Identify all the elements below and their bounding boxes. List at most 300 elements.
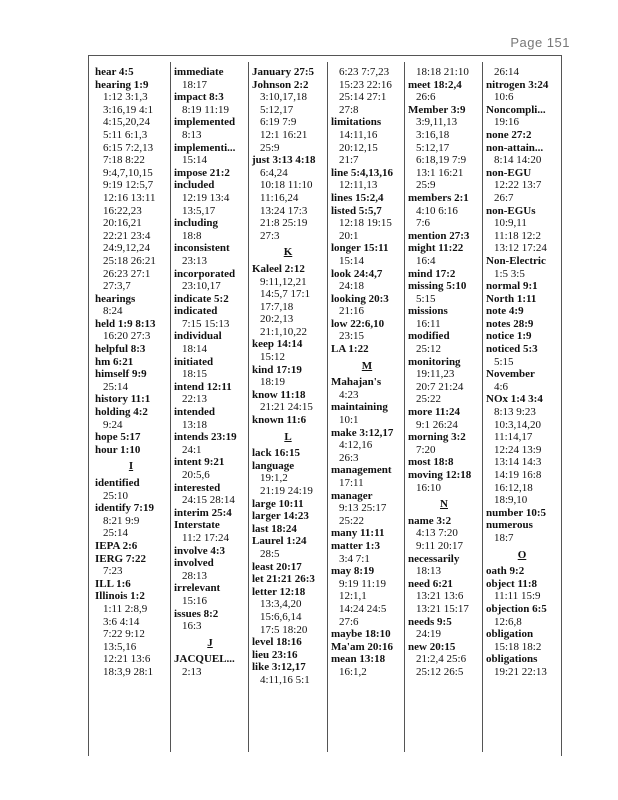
index-reference: 8:21 9:9	[103, 514, 140, 527]
index-entry: implemented	[174, 116, 236, 129]
index-entry: management	[331, 464, 392, 477]
column-divider	[404, 62, 405, 752]
index-reference: 25:14	[103, 380, 129, 393]
index-entry: Kaleel 2:12	[252, 262, 305, 275]
index-entry: hear 4:5	[95, 66, 134, 78]
index-reference: 2:13	[182, 665, 202, 678]
index-reference: 11:11 15:9	[494, 590, 541, 603]
index-reference: 9:24	[103, 418, 123, 431]
index-entry: lack 16:15	[252, 447, 300, 460]
index-reference: 12:6,8	[494, 615, 522, 628]
index-entry: language	[252, 459, 295, 472]
index-reference: 10:1	[339, 414, 359, 427]
index-reference: 7:6	[416, 217, 431, 230]
index-entry: need 6:21	[408, 577, 453, 590]
index-reference: 15:18 18:2	[494, 640, 542, 653]
index-entry: maybe 18:10	[331, 628, 391, 641]
index-entry: non-EGU	[486, 166, 532, 179]
index-reference: 20:16,21	[103, 217, 142, 230]
index-reference: 21:2,4 25:6	[416, 653, 467, 666]
index-reference: 1:11 2:8,9	[103, 602, 148, 615]
index-reference: 9:1 26:24	[416, 418, 458, 431]
index-entry: Illinois 1:2	[95, 590, 145, 603]
index-letter-heading: I	[128, 460, 134, 473]
index-reference: 27:3	[260, 229, 280, 242]
index-reference: 3:6 4:14	[103, 615, 140, 628]
index-reference: 12:22 13:7	[494, 179, 542, 192]
index-reference: 13:21 15:17	[416, 602, 469, 615]
column-divider	[327, 62, 328, 752]
index-entry: non-attain...	[486, 141, 544, 154]
index-reference: 24:1	[182, 443, 202, 456]
index-entry: individual	[174, 330, 222, 343]
index-entry: intend 12:11	[174, 380, 232, 393]
index-reference: 1:12 3:1,3	[103, 91, 148, 104]
index-entry: immediate	[174, 66, 224, 78]
index-entry: notes 28:9	[486, 317, 534, 330]
index-entry: just 3:13 4:18	[252, 154, 316, 167]
index-entry: low 22:6,10	[331, 317, 385, 330]
index-reference: 16:11	[416, 317, 441, 330]
index-entry: needs 9:5	[408, 615, 452, 628]
index-reference: 16:1,2	[339, 665, 367, 678]
index-reference: 18:8	[182, 229, 202, 242]
index-reference: 5:12,17	[416, 141, 450, 154]
index-reference: 5:15	[416, 292, 436, 305]
index-reference: 25:12	[416, 343, 442, 356]
index-entry: indicated	[174, 305, 218, 318]
index-reference: 24:18	[339, 280, 365, 293]
index-entry: line 5:4,13,16	[331, 166, 394, 179]
index-reference: 7:18 8:22	[103, 154, 145, 167]
index-reference: 16:20 27:3	[103, 330, 151, 343]
index-entry: including	[174, 217, 219, 230]
index-reference: 15:6,6,14	[260, 610, 302, 623]
index-entry: larger 14:23	[252, 510, 309, 523]
index-entry: incorporated	[174, 267, 236, 280]
index-entry: mean 13:18	[331, 653, 386, 666]
index-reference: 18:7	[494, 531, 514, 544]
index-entry: most 18:8	[408, 456, 454, 469]
index-entry: IEPA 2:6	[95, 539, 138, 552]
index-reference: 19:11,23	[416, 368, 455, 381]
index-reference: 26:3	[339, 451, 359, 464]
index-entry: identified	[95, 477, 140, 489]
index-reference: 18:9,10	[494, 494, 528, 507]
index-reference: 13:5,16	[103, 640, 137, 653]
index-reference: 9:4,7,10,15	[103, 166, 153, 179]
index-entry: impose 21:2	[174, 166, 230, 179]
index-entry: mention 27:3	[408, 229, 470, 242]
index-reference: 13:18	[182, 418, 208, 431]
index-entry: hearing 1:9	[95, 78, 149, 91]
index-reference: 4:13 7:20	[416, 527, 458, 540]
index-reference: 16:4	[416, 254, 436, 267]
index-reference: 24:9,12,24	[103, 242, 151, 255]
index-entry: nitrogen 3:24	[486, 78, 549, 91]
index-reference: 16:3	[182, 620, 202, 633]
index-reference: 17:7,18	[260, 300, 294, 313]
index-reference: 18:3,9 28:1	[103, 665, 154, 678]
column-divider	[248, 62, 249, 752]
index-reference: 21:8 25:19	[260, 217, 308, 230]
index-entry: indicate 5:2	[174, 292, 229, 305]
index-entry: necessarily	[408, 552, 460, 565]
index-entry: IERG 7:22	[95, 552, 147, 565]
index-reference: 21:1,10,22	[260, 325, 308, 338]
index-reference: 9:11,12,21	[260, 275, 307, 288]
index-entry: mind 17:2	[408, 267, 456, 280]
index-reference: 4:6	[494, 380, 509, 393]
index-reference: 24:15 28:14	[182, 494, 235, 507]
index-reference: 16:22,23	[103, 204, 142, 217]
index-entry: Non-Electric	[486, 254, 546, 267]
index-entry: look 24:4,7	[331, 267, 383, 280]
index-reference: 13:3,4,20	[260, 598, 302, 611]
index-reference: 22:13	[182, 393, 208, 406]
index-reference: 10:18 11:10	[260, 179, 313, 192]
index-reference: 21:21 24:15	[260, 401, 313, 414]
index-reference: 25:9	[416, 179, 436, 192]
index-entry: Mahajan's	[331, 376, 382, 389]
column-divider	[482, 62, 483, 752]
index-entry: initiated	[174, 355, 214, 368]
index-reference: 7:23	[103, 565, 123, 578]
index-reference: 12:1,1	[339, 590, 367, 603]
index-reference: 25:10	[103, 489, 129, 502]
index-entry: missing 5:10	[408, 280, 467, 293]
index-letter-heading: L	[284, 430, 292, 443]
index-reference: 28:13	[182, 569, 208, 582]
index-entry: ILL 1:6	[95, 577, 131, 590]
index-reference: 18:15	[182, 368, 208, 381]
index-entry: lines 15:2,4	[331, 191, 384, 204]
index-entry: last 18:24	[252, 522, 297, 535]
index-reference: 8:24	[103, 305, 123, 318]
index-reference: 3:4 7:1	[339, 552, 370, 565]
index-reference: 4:11,16 5:1	[260, 673, 310, 686]
index-entry: hope 5:17	[95, 431, 141, 444]
index-entry: history 11:1	[95, 393, 151, 406]
index-reference: 18:14	[182, 343, 208, 356]
index-reference: 6:23 7:7,23	[339, 66, 390, 78]
index-reference: 15:23 22:16	[339, 78, 392, 91]
index-entry: limitations	[331, 116, 382, 129]
index-reference: 12:21 13:6	[103, 653, 151, 666]
index-entry: impact 8:3	[174, 91, 224, 104]
index-letter-heading: K	[283, 246, 293, 259]
index-reference: 7:22 9:12	[103, 628, 145, 641]
index-reference: 21:7	[339, 154, 359, 167]
index-reference: 11:2 17:24	[182, 531, 229, 544]
index-entry: inconsistent	[174, 242, 230, 255]
index-entry: moving 12:18	[408, 469, 472, 481]
index-entry: normal 9:1	[486, 280, 538, 293]
index-entry: might 11:22	[408, 242, 464, 255]
index-reference: 14:5,7 17:1	[260, 288, 311, 301]
index-reference: 13:21 13:6	[416, 590, 464, 603]
index-entry: Interstate	[174, 519, 220, 532]
index-reference: 3:10,17,18	[260, 91, 308, 104]
index-entry: helpful 8:3	[95, 343, 146, 356]
index-reference: 12:16 13:11	[103, 191, 156, 204]
index-reference: 12:18 19:15	[339, 217, 392, 230]
index-entry: know 11:18	[252, 388, 306, 401]
index-reference: 3:9,11,13	[416, 116, 458, 129]
index-reference: 12:1 16:21	[260, 128, 308, 141]
index-entry: let 21:21 26:3	[252, 573, 315, 586]
index-entry: held 1:9 8:13	[95, 317, 156, 330]
index-reference: 4:23	[339, 388, 359, 401]
index-entry: himself 9:9	[95, 368, 147, 381]
index-reference: 9:19 12:5,7	[103, 179, 154, 192]
index-entry: least 20:17	[252, 560, 302, 573]
index-reference: 17:5 18:20	[260, 623, 308, 636]
index-entry: hm 6:21	[95, 355, 134, 368]
index-reference: 20:5,6	[182, 469, 210, 481]
index-entry: NOx 1:4 3:4	[486, 393, 543, 406]
index-reference: 26:6	[416, 91, 436, 104]
index-reference: 17:11	[339, 477, 364, 489]
index-entry: listed 5:5,7	[331, 204, 382, 217]
index-reference: 11:14,17	[494, 431, 533, 444]
index-entry: note 4:9	[486, 305, 524, 318]
index-reference: 11:16,24	[260, 191, 299, 204]
index-entry: intends 23:19	[174, 431, 237, 444]
index-reference: 19:21 22:13	[494, 665, 547, 678]
index-entry: more 11:24	[408, 406, 461, 419]
index-entry: may 8:19	[331, 565, 375, 578]
index-reference: 18:13	[416, 565, 442, 578]
index-entry: numerous	[486, 519, 533, 532]
index-reference: 25:18 26:21	[103, 254, 156, 267]
index-reference: 13:5,17	[182, 204, 216, 217]
index-reference: 10:6	[494, 91, 514, 104]
index-reference: 24:19	[416, 628, 442, 641]
index-reference: 15:16	[182, 594, 208, 607]
index-reference: 23:10,17	[182, 280, 221, 293]
index-reference: 25:14	[103, 527, 129, 540]
index-entry: oath 9:2	[486, 565, 525, 578]
index-entry: manager	[331, 489, 373, 502]
index-entry: Johnson 2:2	[252, 78, 309, 91]
index-entry: obligations	[486, 653, 538, 666]
index-reference: 25:9	[260, 141, 280, 154]
index-reference: 20:12,15	[339, 141, 378, 154]
index-entry: morning 3:2	[408, 431, 466, 444]
index-reference: 5:12,17	[260, 103, 294, 116]
index-reference: 7:15 15:13	[182, 317, 230, 330]
index-entry: identify 7:19	[95, 502, 154, 515]
index-reference: 14:19 16:8	[494, 469, 542, 481]
index-column-1	[95, 66, 167, 679]
index-reference: 26:23 27:1	[103, 267, 151, 280]
index-reference: 14:11,16	[339, 128, 378, 141]
index-reference: 10:9,11	[494, 217, 527, 230]
index-entry: name 3:2	[408, 514, 452, 527]
index-reference: 5:11 6:1,3	[103, 128, 148, 141]
page-number: Page 151	[510, 35, 570, 50]
index-entry: known 11:6	[252, 414, 307, 427]
index-reference: 26:7	[494, 191, 514, 204]
index-entry: members 2:1	[408, 191, 469, 204]
index-entry: monitoring	[408, 355, 461, 368]
index-entry: Laurel 1:24	[252, 535, 307, 548]
index-reference: 22:21 23:4	[103, 229, 151, 242]
index-reference: 19:16	[494, 116, 520, 129]
index-reference: 9:13 25:17	[339, 502, 387, 515]
index-reference: 9:19 11:19	[339, 577, 386, 590]
index-entry: November	[486, 368, 535, 381]
index-reference: 18:19	[260, 376, 286, 389]
index-reference: 13:24 17:3	[260, 204, 308, 217]
index-reference: 16:10	[416, 481, 442, 494]
index-reference: 4:15,20,24	[103, 116, 151, 129]
index-entry: letter 12:18	[252, 585, 306, 598]
index-column-6	[486, 66, 558, 679]
index-reference: 9:11 20:17	[416, 539, 463, 552]
index-reference: 21:19 24:19	[260, 485, 313, 497]
index-reference: 20:7 21:24	[416, 380, 464, 393]
index-reference: 6:18,19 7:9	[416, 154, 467, 167]
index-entry: like 3:12,17	[252, 661, 306, 674]
index-reference: 25:22	[416, 393, 442, 406]
index-entry: modified	[408, 330, 450, 343]
index-reference: 16:12,18	[494, 481, 533, 494]
index-entry: included	[174, 179, 215, 192]
index-reference: 6:4,24	[260, 166, 288, 179]
index-reference: 4:10 6:16	[416, 204, 458, 217]
index-column-3	[252, 66, 324, 687]
index-reference: 13:1 16:21	[416, 166, 464, 179]
index-letter-heading: M	[361, 359, 373, 372]
index-reference: 18:17	[182, 78, 208, 91]
index-reference: 25:12 26:5	[416, 665, 464, 678]
index-entry: hearings	[95, 292, 136, 305]
index-entry: implementi...	[174, 141, 236, 154]
column-divider	[170, 62, 171, 752]
index-reference: 25:22	[339, 514, 365, 527]
index-entry: irrelevant	[174, 582, 221, 595]
index-reference: 25:14 27:1	[339, 91, 387, 104]
index-entry: Ma'am 20:16	[331, 640, 394, 653]
index-entry: involve 4:3	[174, 544, 226, 557]
index-entry: many 11:11	[331, 527, 385, 540]
index-reference: 15:14	[339, 254, 365, 267]
index-entry: intended	[174, 406, 215, 419]
index-letter-heading: J	[207, 636, 213, 649]
index-reference: 27:6	[339, 615, 359, 628]
index-reference: 27:8	[339, 103, 359, 116]
index-entry: holding 4:2	[95, 406, 148, 419]
index-entry: new 20:15	[408, 640, 456, 653]
index-reference: 19:1,2	[260, 472, 288, 485]
index-entry: January 27:5	[252, 66, 315, 78]
index-reference: 15:14	[182, 154, 208, 167]
index-reference: 3:16,18	[416, 128, 450, 141]
index-entry: objection 6:5	[486, 602, 547, 615]
index-reference: 11:18 12:2	[494, 229, 541, 242]
index-entry: JACQUEL...	[174, 653, 235, 666]
index-reference: 28:5	[260, 547, 280, 560]
index-reference: 23:13	[182, 254, 208, 267]
index-entry: matter 1:3	[331, 539, 380, 552]
index-reference: 12:19 13:4	[182, 191, 230, 204]
index-reference: 1:5 3:5	[494, 267, 525, 280]
index-reference: 4:12,16	[339, 439, 373, 452]
index-entry: Member 3:9	[408, 103, 466, 116]
index-reference: 15:12	[260, 351, 286, 364]
index-entry: make 3:12,17	[331, 426, 394, 439]
index-reference: 6:19 7:9	[260, 116, 297, 129]
index-reference: 20:2,13	[260, 313, 294, 326]
index-column-4	[331, 66, 403, 679]
index-entry: number 10:5	[486, 506, 546, 519]
index-entry: none 27:2	[486, 128, 532, 141]
index-entry: looking 20:3	[331, 292, 389, 305]
index-entry: interested	[174, 481, 221, 494]
index-entry: hour 1:10	[95, 443, 141, 456]
index-entry: notice 1:9	[486, 330, 532, 343]
index-entry: intent 9:21	[174, 456, 225, 469]
index-reference: 18:18 21:10	[416, 66, 469, 78]
index-reference: 5:15	[494, 355, 514, 368]
index-reference: 12:24 13:9	[494, 443, 542, 456]
index-reference: 7:20	[416, 443, 436, 456]
index-reference: 3:16,19 4:1	[103, 103, 154, 116]
index-entry: meet 18:2,4	[408, 78, 462, 91]
index-entry: LA 1:22	[331, 343, 369, 356]
index-reference: 14:24 24:5	[339, 602, 387, 615]
index-entry: object 11:8	[486, 577, 538, 590]
index-entry: obligation	[486, 628, 534, 641]
index-reference: 6:15 7:2,13	[103, 141, 154, 154]
index-entry: large 10:11	[252, 497, 304, 510]
index-entry: issues 8:2	[174, 607, 219, 620]
index-entry: noticed 5:3	[486, 343, 538, 356]
index-entry: involved	[174, 557, 214, 570]
index-entry: maintaining	[331, 401, 388, 414]
index-entry: North 1:11	[486, 292, 537, 305]
index-reference: 8:14 14:20	[494, 154, 542, 167]
index-reference: 8:13	[182, 128, 202, 141]
index-entry: interim 25:4	[174, 506, 232, 519]
index-reference: 12:11,13	[339, 179, 378, 192]
index-reference: 10:3,14,20	[494, 418, 542, 431]
index-reference: 26:14	[494, 66, 520, 78]
index-reference: 27:3,7	[103, 280, 131, 293]
index-entry: lieu 23:16	[252, 648, 298, 661]
index-entry: longer 15:11	[331, 242, 389, 255]
index-reference: 8:13 9:23	[494, 406, 536, 419]
index-reference: 23:15	[339, 330, 365, 343]
index-entry: kind 17:19	[252, 363, 302, 376]
index-entry: keep 14:14	[252, 338, 303, 351]
index-reference: 8:19 11:19	[182, 103, 229, 116]
index-letter-heading: O	[517, 548, 527, 561]
index-reference: 20:1	[339, 229, 359, 242]
index-entry: level 18:16	[252, 636, 302, 649]
index-reference: 13:12 17:24	[494, 242, 547, 255]
index-entry: Noncompli...	[486, 103, 546, 116]
index-reference: 13:14 14:3	[494, 456, 542, 469]
index-column-5	[408, 66, 480, 679]
index-column-2	[174, 66, 246, 679]
index-reference: 21:16	[339, 305, 365, 318]
index-entry: non-EGUs	[486, 204, 536, 217]
index-letter-heading: N	[440, 498, 448, 511]
index-entry: missions	[408, 305, 448, 318]
